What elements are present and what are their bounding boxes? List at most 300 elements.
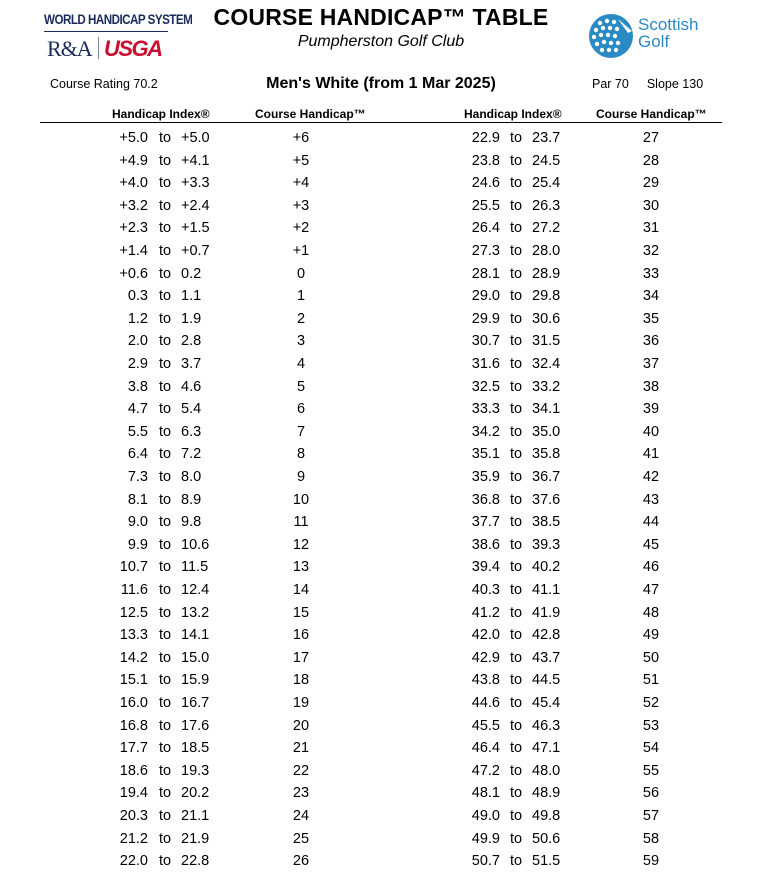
course-handicap: 2 (296, 310, 306, 327)
index-from: 47.2 (471, 762, 500, 779)
course-handicap: 19 (292, 695, 310, 711)
to-word: to (158, 853, 172, 870)
index-from: 45.5 (471, 717, 500, 734)
to-word: to (509, 853, 523, 870)
index-from: +3.2 (119, 197, 148, 214)
index-to: 51.5 (532, 853, 561, 870)
index-to: 13.2 (181, 604, 210, 621)
course-handicap: 13 (292, 559, 310, 576)
index-to: +5.0 (181, 130, 210, 146)
course-handicap: 0 (296, 265, 306, 282)
to-word: to (509, 423, 523, 440)
to-word: to (509, 514, 523, 531)
index-from: 12.5 (119, 604, 148, 621)
course-handicap: 58 (642, 830, 660, 847)
course-handicap: 40 (642, 423, 660, 440)
course-handicap: 11 (293, 514, 309, 531)
table-row (0, 127, 762, 149)
index-from: 32.5 (471, 378, 500, 395)
index-from: 24.6 (471, 175, 500, 192)
course-handicap: 41 (642, 446, 660, 463)
index-from: 29.0 (471, 288, 500, 305)
course-handicap: 25 (292, 830, 310, 847)
to-word: to (509, 130, 523, 146)
to-word: to (158, 469, 172, 485)
index-to: 20.2 (181, 785, 210, 802)
to-word: to (509, 695, 523, 711)
index-from: 2.0 (127, 333, 148, 350)
scottish-golf-text (638, 16, 698, 50)
index-from: 34.2 (471, 423, 500, 440)
index-from: 0.3 (127, 288, 148, 305)
slope-label: Slope 130 (646, 77, 704, 91)
page-title: COURSE HANDICAP™ TABLE (213, 4, 549, 30)
index-from: 17.7 (119, 740, 148, 757)
index-to: 50.6 (532, 830, 561, 847)
to-word: to (509, 243, 523, 259)
index-to: 0.2 (181, 265, 202, 282)
course-handicap: 18 (292, 672, 310, 689)
course-handicap: 55 (642, 762, 660, 779)
table-row (0, 624, 762, 646)
to-word: to (509, 830, 523, 847)
to-word: to (158, 243, 172, 259)
course-handicap: 16 (292, 627, 310, 644)
index-from: 33.3 (471, 401, 500, 418)
course-handicap: 45 (642, 536, 660, 553)
golf-ball-icon (588, 13, 634, 59)
index-to: 7.2 (181, 446, 202, 463)
table-row (0, 534, 762, 556)
to-word: to (509, 491, 523, 508)
table-row (0, 308, 762, 330)
course-handicap: 5 (296, 378, 306, 395)
course-handicap: 1 (296, 288, 306, 305)
course-handicap: 35 (642, 310, 660, 327)
course-handicap: 48 (642, 604, 660, 621)
course-handicap: 8 (296, 446, 306, 463)
index-to: 1.1 (181, 288, 202, 305)
index-from: 22.9 (471, 130, 500, 146)
index-from: 9.0 (127, 514, 148, 531)
table-row (0, 669, 762, 691)
index-to: 3.7 (181, 356, 202, 372)
table-row (0, 556, 762, 578)
to-word: to (158, 672, 172, 689)
index-from: 26.4 (471, 220, 500, 237)
index-to: 9.8 (181, 514, 202, 531)
index-to: 15.9 (181, 672, 210, 689)
to-word: to (509, 265, 523, 282)
table-row (0, 715, 762, 737)
index-to: 16.7 (181, 695, 210, 711)
index-to: 33.2 (532, 378, 561, 395)
index-to: 25.4 (532, 175, 561, 192)
index-from: 4.7 (127, 401, 148, 418)
par-slope (592, 77, 703, 91)
course-handicap: 43 (642, 491, 660, 508)
course-handicap: 9 (296, 469, 306, 485)
index-from: 38.6 (471, 536, 500, 553)
index-to: 18.5 (181, 740, 210, 757)
index-to: 39.3 (532, 536, 561, 553)
table-row (0, 398, 762, 420)
to-word: to (158, 582, 172, 598)
index-from: 35.1 (471, 446, 500, 463)
to-word: to (509, 762, 523, 779)
scottish-golf-line2: Golf (638, 32, 670, 51)
course-handicap: 29 (642, 175, 660, 192)
index-from: 27.3 (471, 243, 500, 259)
course-handicap: 46 (642, 559, 660, 576)
to-word: to (509, 356, 523, 372)
index-to: 31.5 (532, 333, 561, 350)
index-to: 14.1 (181, 627, 210, 644)
index-to: +0.7 (181, 243, 210, 259)
index-from: +5.0 (119, 130, 148, 146)
course-handicap: 56 (642, 785, 660, 802)
table-row (0, 489, 762, 511)
course-handicap: +6 (292, 130, 310, 146)
to-word: to (158, 288, 172, 305)
to-word: to (158, 197, 172, 214)
header-handicap-left: Course Handicap™ (255, 107, 366, 121)
index-from: 7.3 (127, 469, 148, 485)
scottish-golf-line1: Scottish (638, 15, 699, 34)
course-handicap: 44 (642, 514, 660, 531)
index-from: 9.9 (127, 536, 148, 553)
course-handicap: 38 (642, 378, 660, 395)
index-to: 28.9 (532, 265, 561, 282)
to-word: to (158, 491, 172, 508)
index-to: 6.3 (181, 423, 202, 440)
to-word: to (509, 785, 523, 802)
index-from: 6.4 (127, 446, 148, 463)
index-to: 35.0 (532, 423, 561, 440)
index-from: 50.7 (471, 853, 500, 870)
to-word: to (509, 559, 523, 576)
table-row (0, 805, 762, 827)
index-to: 5.4 (181, 401, 202, 418)
to-word: to (158, 130, 172, 146)
header-rule (40, 122, 722, 123)
index-from: 20.3 (119, 808, 148, 824)
index-to: 8.9 (181, 491, 202, 508)
index-from: 36.8 (471, 491, 500, 508)
course-handicap: 31 (642, 220, 660, 237)
index-from: 49.0 (471, 808, 500, 824)
index-to: 46.3 (532, 717, 561, 734)
index-to: +2.4 (181, 197, 210, 214)
header-index-left: Handicap Index® (112, 107, 210, 121)
index-to: 35.8 (532, 446, 561, 463)
table-row (0, 579, 762, 601)
index-to: 40.2 (532, 559, 561, 576)
index-from: 48.1 (471, 785, 500, 802)
table-row (0, 172, 762, 194)
table-row (0, 511, 762, 533)
header-handicap-right: Course Handicap™ (596, 107, 707, 121)
index-from: 1.2 (127, 310, 148, 327)
course-handicap: 17 (292, 649, 310, 666)
course-handicap: 10 (292, 491, 310, 508)
index-to: 27.2 (532, 220, 561, 237)
table-row (0, 217, 762, 239)
course-handicap: +1 (292, 243, 310, 259)
to-word: to (509, 582, 523, 598)
index-from: 37.7 (471, 514, 500, 531)
to-word: to (158, 310, 172, 327)
index-to: 41.9 (532, 604, 561, 621)
course-handicap: 32 (642, 243, 660, 259)
course-handicap: +3 (292, 197, 310, 214)
header-index-right: Handicap Index® (464, 107, 562, 121)
par-label: Par 70 (592, 77, 629, 91)
to-word: to (509, 152, 523, 169)
index-to: 49.8 (532, 808, 561, 824)
course-handicap: 42 (642, 469, 660, 485)
course-handicap: 50 (642, 649, 660, 666)
course-handicap: 39 (642, 401, 660, 418)
index-to: 21.9 (181, 830, 210, 847)
index-from: 46.4 (471, 740, 500, 757)
index-from: +0.6 (119, 265, 148, 282)
table-row (0, 850, 762, 872)
index-to: 37.6 (532, 491, 561, 508)
index-to: 4.6 (181, 378, 202, 395)
course-handicap: 57 (642, 808, 660, 824)
index-to: 2.8 (181, 333, 202, 350)
index-to: 29.8 (532, 288, 561, 305)
index-to: 43.7 (532, 649, 561, 666)
index-to: +4.1 (181, 152, 210, 169)
to-word: to (158, 220, 172, 237)
to-word: to (509, 649, 523, 666)
to-word: to (158, 740, 172, 757)
to-word: to (158, 423, 172, 440)
course-handicap: 52 (642, 695, 660, 711)
ra-logo: R&A (47, 36, 92, 61)
course-handicap: 7 (296, 423, 306, 440)
course-handicap: 34 (642, 288, 660, 305)
to-word: to (509, 717, 523, 734)
index-from: 30.7 (471, 333, 500, 350)
course-handicap: 6 (296, 401, 306, 418)
course-handicap: 37 (642, 356, 660, 372)
index-to: 22.8 (181, 853, 210, 870)
scottish-golf-logo (588, 13, 718, 59)
index-to: 32.4 (532, 356, 561, 372)
index-to: 36.7 (532, 469, 561, 485)
index-from: 28.1 (471, 265, 500, 282)
table-row (0, 376, 762, 398)
course-handicap: 22 (292, 762, 310, 779)
index-from: 49.9 (471, 830, 500, 847)
to-word: to (509, 446, 523, 463)
course-handicap: 14 (292, 582, 310, 598)
index-to: 15.0 (181, 649, 210, 666)
table-row (0, 692, 762, 714)
course-handicap: 54 (642, 740, 660, 757)
to-word: to (509, 378, 523, 395)
index-to: 24.5 (532, 152, 561, 169)
to-word: to (158, 536, 172, 553)
index-to: 41.1 (532, 582, 561, 598)
to-word: to (158, 401, 172, 418)
to-word: to (158, 808, 172, 824)
to-word: to (158, 446, 172, 463)
index-to: 19.3 (181, 762, 210, 779)
table-row (0, 782, 762, 804)
course-rating: Course Rating 70.2 (50, 77, 158, 91)
index-from: 40.3 (471, 582, 500, 598)
to-word: to (158, 627, 172, 644)
table-row (0, 602, 762, 624)
to-word: to (509, 627, 523, 644)
course-handicap: 3 (296, 333, 306, 350)
course-handicap: 24 (292, 808, 310, 824)
index-from: 35.9 (471, 469, 500, 485)
table-row (0, 330, 762, 352)
index-from: 15.1 (119, 672, 148, 689)
course-handicap: 49 (642, 627, 660, 644)
index-from: 44.6 (471, 695, 500, 711)
index-from: 14.2 (119, 649, 148, 666)
index-from: 21.2 (119, 830, 148, 847)
index-from: 8.1 (127, 491, 148, 508)
to-word: to (158, 333, 172, 350)
to-word: to (509, 197, 523, 214)
index-to: +3.3 (181, 175, 210, 192)
index-from: 22.0 (119, 853, 148, 870)
to-word: to (158, 152, 172, 169)
to-word: to (509, 469, 523, 485)
index-from: 10.7 (119, 559, 148, 576)
to-word: to (509, 220, 523, 237)
index-to: 8.0 (181, 469, 202, 485)
index-from: 42.9 (471, 649, 500, 666)
to-word: to (509, 333, 523, 350)
index-from: 39.4 (471, 559, 500, 576)
index-to: 10.6 (181, 536, 210, 553)
to-word: to (509, 310, 523, 327)
table-row (0, 195, 762, 217)
index-to: 23.7 (532, 130, 561, 146)
index-to: 26.3 (532, 197, 561, 214)
index-to: 34.1 (532, 401, 561, 418)
to-word: to (158, 265, 172, 282)
course-handicap: 26 (292, 853, 310, 870)
course-handicap: +4 (292, 175, 310, 192)
to-word: to (158, 559, 172, 576)
to-word: to (509, 672, 523, 689)
index-from: +1.4 (119, 243, 148, 259)
table-row (0, 443, 762, 465)
whs-logo-rule (44, 31, 168, 32)
table-row (0, 353, 762, 375)
table-row (0, 285, 762, 307)
table-row (0, 240, 762, 262)
course-handicap: 20 (292, 717, 310, 734)
table-row (0, 737, 762, 759)
course-handicap: 12 (292, 536, 310, 553)
club-name: Pumpherston Golf Club (297, 33, 465, 50)
index-from: 16.8 (119, 717, 148, 734)
course-handicap: 36 (642, 333, 660, 350)
table-row (0, 760, 762, 782)
course-handicap: 21 (292, 740, 310, 757)
to-word: to (509, 808, 523, 824)
index-from: 41.2 (471, 604, 500, 621)
index-from: 18.6 (119, 762, 148, 779)
course-handicap: 51 (642, 672, 660, 689)
course-handicap: +5 (292, 152, 310, 169)
tee-label: Men's White (from 1 Mar 2025) (266, 75, 496, 92)
index-to: 28.0 (532, 243, 561, 259)
table-row (0, 150, 762, 172)
to-word: to (158, 830, 172, 847)
to-word: to (509, 604, 523, 621)
index-to: 21.1 (181, 808, 210, 824)
to-word: to (158, 762, 172, 779)
to-word: to (158, 514, 172, 531)
to-word: to (158, 604, 172, 621)
course-handicap: 23 (292, 785, 310, 802)
index-from: 2.9 (127, 356, 148, 372)
course-handicap: 33 (642, 265, 660, 282)
to-word: to (158, 695, 172, 711)
index-from: +4.9 (119, 152, 148, 169)
course-handicap: 59 (642, 853, 660, 870)
index-to: 1.9 (181, 310, 202, 327)
to-word: to (158, 785, 172, 802)
course-handicap: 30 (642, 197, 660, 214)
index-to: 47.1 (532, 740, 561, 757)
index-from: 11.6 (120, 582, 148, 598)
index-to: 42.8 (532, 627, 561, 644)
course-handicap: +2 (292, 220, 310, 237)
course-handicap: 47 (642, 582, 660, 598)
to-word: to (158, 649, 172, 666)
table-row (0, 466, 762, 488)
index-to: 48.0 (532, 762, 561, 779)
to-word: to (509, 740, 523, 757)
index-to: 11.5 (181, 559, 209, 576)
index-from: 42.0 (471, 627, 500, 644)
index-from: 23.8 (471, 152, 500, 169)
index-to: 30.6 (532, 310, 561, 327)
to-word: to (158, 378, 172, 395)
index-to: 48.9 (532, 785, 561, 802)
to-word: to (509, 401, 523, 418)
index-to: 45.4 (532, 695, 561, 711)
index-to: 12.4 (181, 582, 210, 598)
to-word: to (158, 356, 172, 372)
table-row (0, 421, 762, 443)
to-word: to (509, 536, 523, 553)
index-from: +4.0 (119, 175, 148, 192)
index-from: 19.4 (119, 785, 148, 802)
index-from: 25.5 (471, 197, 500, 214)
index-from: 31.6 (471, 356, 500, 372)
to-word: to (509, 288, 523, 305)
index-from: 3.8 (127, 378, 148, 395)
to-word: to (158, 717, 172, 734)
course-handicap: 53 (642, 717, 660, 734)
to-word: to (509, 175, 523, 192)
index-from: 5.5 (127, 423, 148, 440)
index-to: 17.6 (181, 717, 210, 734)
